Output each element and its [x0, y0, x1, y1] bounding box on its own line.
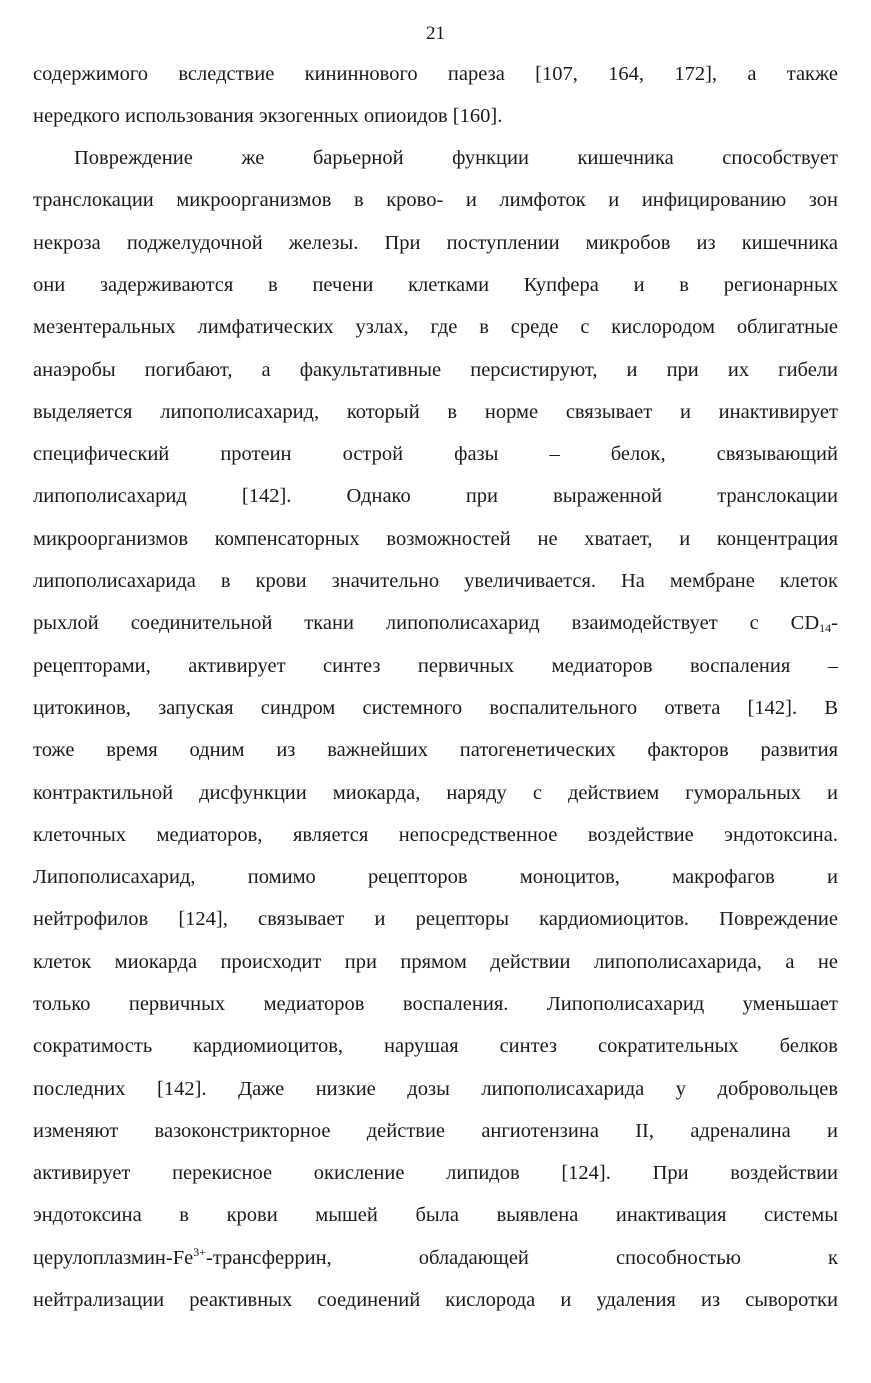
text-line: тоже время одним из важнейших патогенетических факторов развития [33, 739, 838, 761]
text-line: некроза поджелудочной железы. При поступлении микробов из кишечника [33, 232, 838, 254]
text-fragment: рыхлой соединительной ткани липополисахарид взаимодействует с CD [33, 612, 820, 634]
text-line: клеточных медиаторов, является непосредственное воздействие эндотоксина. [33, 824, 838, 846]
text-line: нейтрофилов [124], связывает и рецепторы кардиомиоцитов. Повреждение [33, 908, 838, 930]
text-fragment: - [831, 612, 838, 634]
text-line-fe3 [33, 1243, 838, 1273]
text-line: Липополисахарид, помимо рецепторов моноцитов, макрофагов и [33, 866, 838, 888]
text-line: микроорганизмов компенсаторных возможностей не хватает, и концентрация [33, 528, 838, 550]
text-line: последних [142]. Даже низкие дозы липополисахарида у добровольцев [33, 1078, 838, 1100]
text-line: активирует перекисное окисление липидов [124]. При воздействии [33, 1162, 838, 1184]
text-fragment: церулоплазмин-Fe [33, 1247, 194, 1269]
text-line: специфический протеин острой фазы – белок, связывающий [33, 443, 838, 465]
text-line: изменяют вазоконстрикторное действие ангиотензина II, адреналина и [33, 1120, 838, 1142]
text-line: цитокинов, запуская синдром системного воспалительного ответа [142]. В [33, 697, 838, 719]
text-line: эндотоксина в крови мышей была выявлена инактивация системы [33, 1204, 838, 1226]
text-line: сократимость кардиомиоцитов, нарушая синтез сократительных белков [33, 1035, 838, 1057]
page-number: 21 [426, 23, 445, 44]
text-line: клеток миокарда происходит при прямом действии липополисахарида, а не [33, 951, 838, 973]
text-line: липополисахарида в крови значительно увеличивается. На мембране клеток [33, 570, 838, 592]
text-line: нередкого использования экзогенных опиоидов [160]. [33, 105, 503, 127]
text-line: выделяется липополисахарид, который в норме связывает и инактивирует [33, 401, 838, 423]
text-line: только первичных медиаторов воспаления. Липополисахарид уменьшает [33, 993, 838, 1015]
text-line: нейтрализации реактивных соединений кислорода и удаления из сыворотки [33, 1289, 838, 1311]
text-line: рецепторами, активирует синтез первичных медиаторов воспаления – [33, 655, 838, 677]
text-line: они задерживаются в печени клетками Купфера и в регионарных [33, 274, 838, 296]
text-line: содержимого вследствие кининнового пареза [107, 164, 172], а также [33, 63, 838, 85]
text-line: транслокации микроорганизмов в крово- и лимфоток и инфицированию зон [33, 189, 838, 211]
text-line: липополисахарид [142]. Однако при выраженной транслокации [33, 485, 838, 507]
text-line: мезентеральных лимфатических узлах, где в среде с кислородом облигатные [33, 316, 838, 338]
text-line: контрактильной дисфункции миокарда, наряду с действием гуморальных и [33, 782, 838, 804]
paragraph-first-line: Повреждение же барьерной функции кишечника способствует [74, 147, 838, 169]
text-fragment: -трансферрин, обладающей способностью к [206, 1247, 838, 1269]
text-line-cd14 [33, 608, 838, 638]
subscript: 14 [819, 621, 832, 635]
text-line: анаэробы погибают, а факультативные персистируют, и при их гибели [33, 359, 838, 381]
superscript: 3+ [193, 1245, 207, 1259]
